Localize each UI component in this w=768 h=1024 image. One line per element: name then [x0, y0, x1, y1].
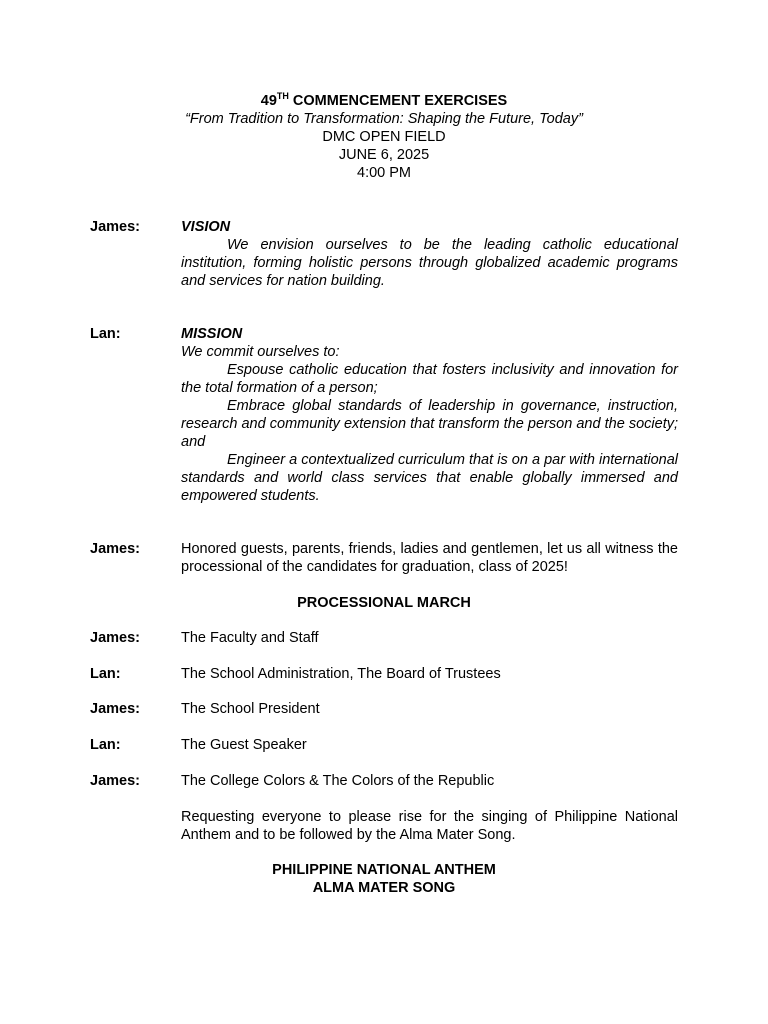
speaker-label: Lan:: [90, 737, 121, 753]
speaker-label: James:: [90, 630, 140, 646]
title-ordinal: TH: [276, 91, 289, 102]
processional-text: The College Colors & The Colors of the Republic: [181, 773, 495, 789]
processional-text: The School President: [181, 701, 320, 717]
event-theme: “From Tradition to Transformation: Shaping the Future, Today”: [185, 111, 583, 127]
speaker-label: James:: [90, 541, 140, 557]
vision-content: [181, 218, 678, 290]
mission-item: Espouse catholic education that fosters inclusivity and innovation for the total formation of a person;: [181, 362, 678, 396]
alma-mater-title: ALMA MATER SONG: [312, 880, 456, 896]
processional-text: The Guest Speaker: [181, 737, 307, 753]
speaker-label: Lan:: [90, 326, 121, 342]
mission-intro: We commit ourselves to:: [181, 344, 340, 360]
processional-text: The School Administration, The Board of Trustees: [181, 666, 501, 682]
speaker-label: James:: [90, 773, 140, 789]
mission-heading: MISSION: [181, 326, 243, 342]
title-number: 49: [260, 93, 277, 109]
speaker-label: Lan:: [90, 666, 121, 682]
title-text: COMMENCEMENT EXERCISES: [288, 93, 508, 109]
speaker-label: James:: [90, 219, 140, 235]
vision-heading: VISION: [181, 219, 231, 235]
welcome-content: [181, 540, 678, 576]
mission-item: Embrace global standards of leadership in governance, instruction, research and community extension that transform the person and the society; and: [181, 398, 678, 450]
processional-title: PROCESSIONAL MARCH: [297, 595, 471, 611]
anthem-title: PHILIPPINE NATIONAL ANTHEM: [272, 862, 496, 878]
program-header: [0, 92, 768, 182]
vision-text: We envision ourselves to be the leading catholic educational institution, forming holistic persons through globalized academic programs and services for nation building.: [181, 237, 678, 289]
event-time: 4:00 PM: [357, 165, 411, 181]
event-date: JUNE 6, 2025: [338, 147, 430, 163]
rise-text: Requesting everyone to please rise for the singing of Philippine National Anthem and to be followed by the Alma Mater Song.: [181, 809, 678, 843]
mission-item: Engineer a contextualized curriculum that is on a par with international standards and world class services that enable globally immersed and empowered students.: [181, 452, 678, 504]
speaker-label: James:: [90, 701, 140, 717]
processional-text: The Faculty and Staff: [181, 630, 319, 646]
event-venue: DMC OPEN FIELD: [322, 129, 446, 145]
event-title: [0, 92, 768, 110]
mission-content: [181, 325, 678, 505]
welcome-text: Honored guests, parents, friends, ladies and gentlemen, let us all witness the processional of the candidates for graduation, class of 2025!: [181, 541, 678, 575]
